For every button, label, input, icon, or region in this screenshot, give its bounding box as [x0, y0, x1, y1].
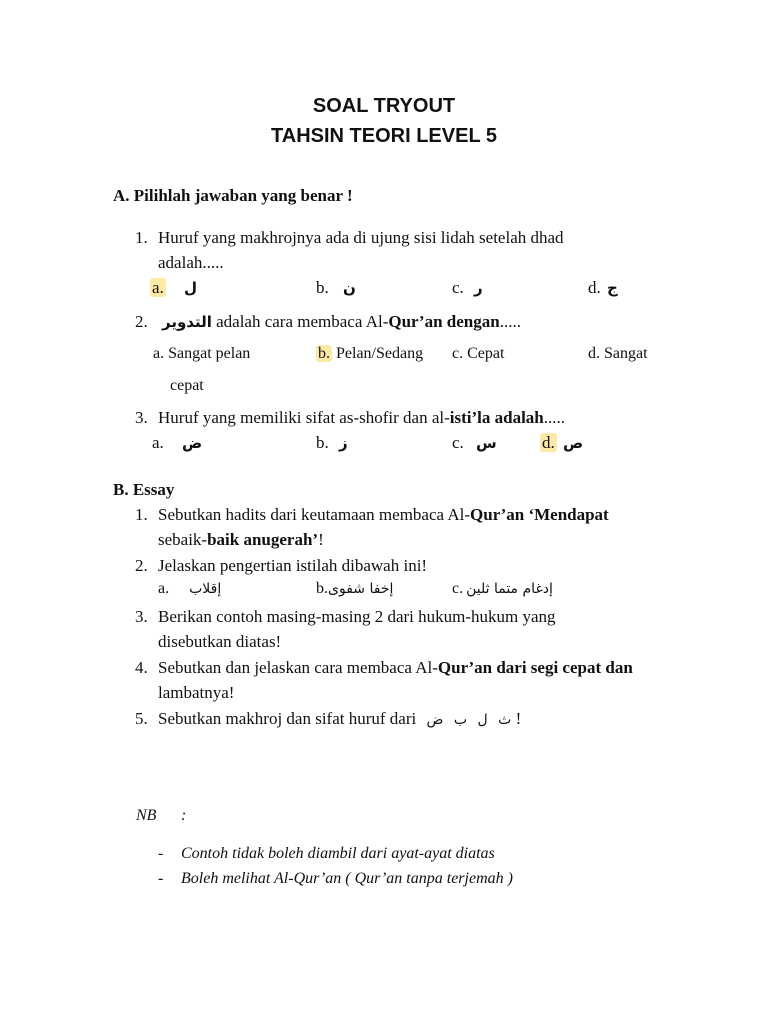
essay-q4-line1 [158, 658, 633, 678]
q2-option-b-label: b. [318, 345, 330, 362]
q1-option-c-label: c. [452, 278, 464, 297]
nb-label: NB [136, 807, 157, 824]
q3-option-c-text: س [476, 434, 497, 452]
q1-option-d-text: ج [607, 279, 618, 297]
q1-text-line2: adalah..... [158, 253, 224, 272]
q1-option-a-text: ل [184, 279, 198, 297]
q2-option-c: c. Cepat [452, 345, 505, 362]
essay-q5-line [158, 709, 521, 729]
q2-option-b [316, 345, 423, 363]
q3-option-c-label: c. [452, 433, 464, 452]
q1-option-b-text: ن [343, 279, 356, 297]
essay-q1-text-d: baik anugerah’ [207, 530, 319, 549]
essay-q2-option-a-label: a. [158, 580, 170, 597]
nb-item-2-text: Boleh melihat Al-Qur’an ( Qur’an tanpa terjemah ) [181, 870, 513, 887]
essay-q1-line1 [158, 505, 609, 525]
q3-option-b [316, 433, 348, 453]
q2-option-a: a. Sangat pelan [153, 345, 251, 362]
q3-option-b-label: b. [316, 433, 329, 452]
essay-q4-line2: lambatnya! [158, 683, 235, 702]
essay-q2-option-c-label: c. [452, 580, 464, 597]
title-line2: TAHSIN TEORI LEVEL 5 [271, 125, 497, 147]
q3-option-d [540, 433, 583, 453]
q3-text-c: ..... [543, 408, 566, 427]
essay-q4-number: 4. [135, 658, 148, 677]
essay-q4-text-b: Qur’an dari segi cepat dan [437, 658, 633, 677]
essay-q2-text: Jelaskan pengertian istilah dibawah ini! [158, 556, 428, 575]
q2-text [162, 312, 521, 332]
title-line1: SOAL TRYOUT [312, 95, 456, 117]
q3-text-b: isti’la adalah [449, 408, 544, 427]
q2-text-b: Qur’an dengan [388, 312, 500, 331]
q1-option-d-label: d. [588, 278, 601, 297]
q3-number: 3. [135, 408, 148, 427]
essay-q1-text-e: ! [318, 530, 324, 549]
q2-option-d: d. Sangat [588, 345, 648, 362]
q2-text-c: ..... [499, 312, 521, 331]
q3-option-a-label: a. [152, 433, 164, 452]
essay-q1-text-c: sebaik- [158, 530, 208, 549]
essay-q1-number: 1. [135, 505, 148, 524]
q2-option-b-text: Pelan/Sedang [332, 345, 424, 362]
essay-q5-number: 5. [135, 709, 148, 728]
essay-q3-number: 3. [135, 607, 148, 626]
q2-number: 2. [135, 312, 148, 331]
q3-text-a: Huruf yang memiliki sifat as-shofir dan al- [158, 408, 450, 427]
q3-text [158, 408, 565, 428]
q2-text-a: adalah cara membaca Al- [211, 312, 389, 331]
essay-q5-arabic: ث ل ب ض [426, 712, 512, 728]
essay-q5-text: Sebutkan makhroj dan sifat huruf dari [158, 709, 417, 728]
q1-option-a [150, 278, 197, 298]
essay-q2-option-b [316, 580, 393, 598]
q3-option-a [152, 433, 202, 453]
nb-colon: : [181, 807, 187, 824]
essay-q2-option-b-label: b. [316, 580, 328, 597]
q1-text-line1: Huruf yang makhrojnya ada di ujung sisi lidah setelah dhad [158, 228, 564, 247]
essay-q4-text-a: Sebutkan dan jelaskan cara membaca Al- [158, 658, 438, 677]
essay-q2-option-c [452, 580, 553, 598]
essay-q2-number: 2. [135, 556, 148, 575]
essay-q1-text-a: Sebutkan hadits dari keutamaan membaca Al- [158, 505, 471, 524]
q1-number: 1. [135, 228, 148, 247]
nb-item-2-dash: - [158, 870, 164, 887]
essay-q2-option-c-text: إدغام متما ثلين [466, 581, 553, 597]
q1-option-c [452, 278, 483, 298]
q1-option-d [588, 278, 618, 298]
q1-option-b-label: b. [316, 278, 329, 297]
section-b-heading: B. Essay [113, 480, 175, 499]
section-a-heading: A. Pilihlah jawaban yang benar ! [113, 186, 353, 205]
essay-q1-line2 [158, 530, 324, 550]
essay-q3-line2: disebutkan diatas! [158, 632, 282, 651]
essay-q2-option-a-text: إقلاب [189, 581, 222, 597]
essay-q5-end: ! [511, 709, 522, 728]
q3-option-d-label: d. [542, 433, 555, 452]
q3-option-d-text: ص [563, 434, 584, 452]
q2-arabic-term: التدوير [162, 313, 212, 331]
nb-item-1-text: Contoh tidak boleh diambil dari ayat-ayat diatas [181, 845, 495, 862]
q3-option-a-text: ض [182, 434, 203, 452]
nb-item-1-dash: - [158, 845, 164, 862]
essay-q2-option-a [158, 580, 221, 598]
q2-option-d-cont: cepat [170, 377, 204, 394]
q3-option-b-text: ز [339, 434, 348, 452]
essay-q2-option-b-text: إخفا شفوى [328, 581, 394, 597]
q1-option-a-label: a. [152, 278, 164, 297]
q3-option-c [452, 433, 497, 453]
essay-q3-line1: Berikan contoh masing-masing 2 dari hukum-hukum yang [158, 607, 556, 626]
q1-option-b [316, 278, 356, 298]
essay-q1-text-b: Qur’an ‘Mendapat [470, 505, 609, 524]
q1-option-c-text: ر [474, 279, 483, 297]
